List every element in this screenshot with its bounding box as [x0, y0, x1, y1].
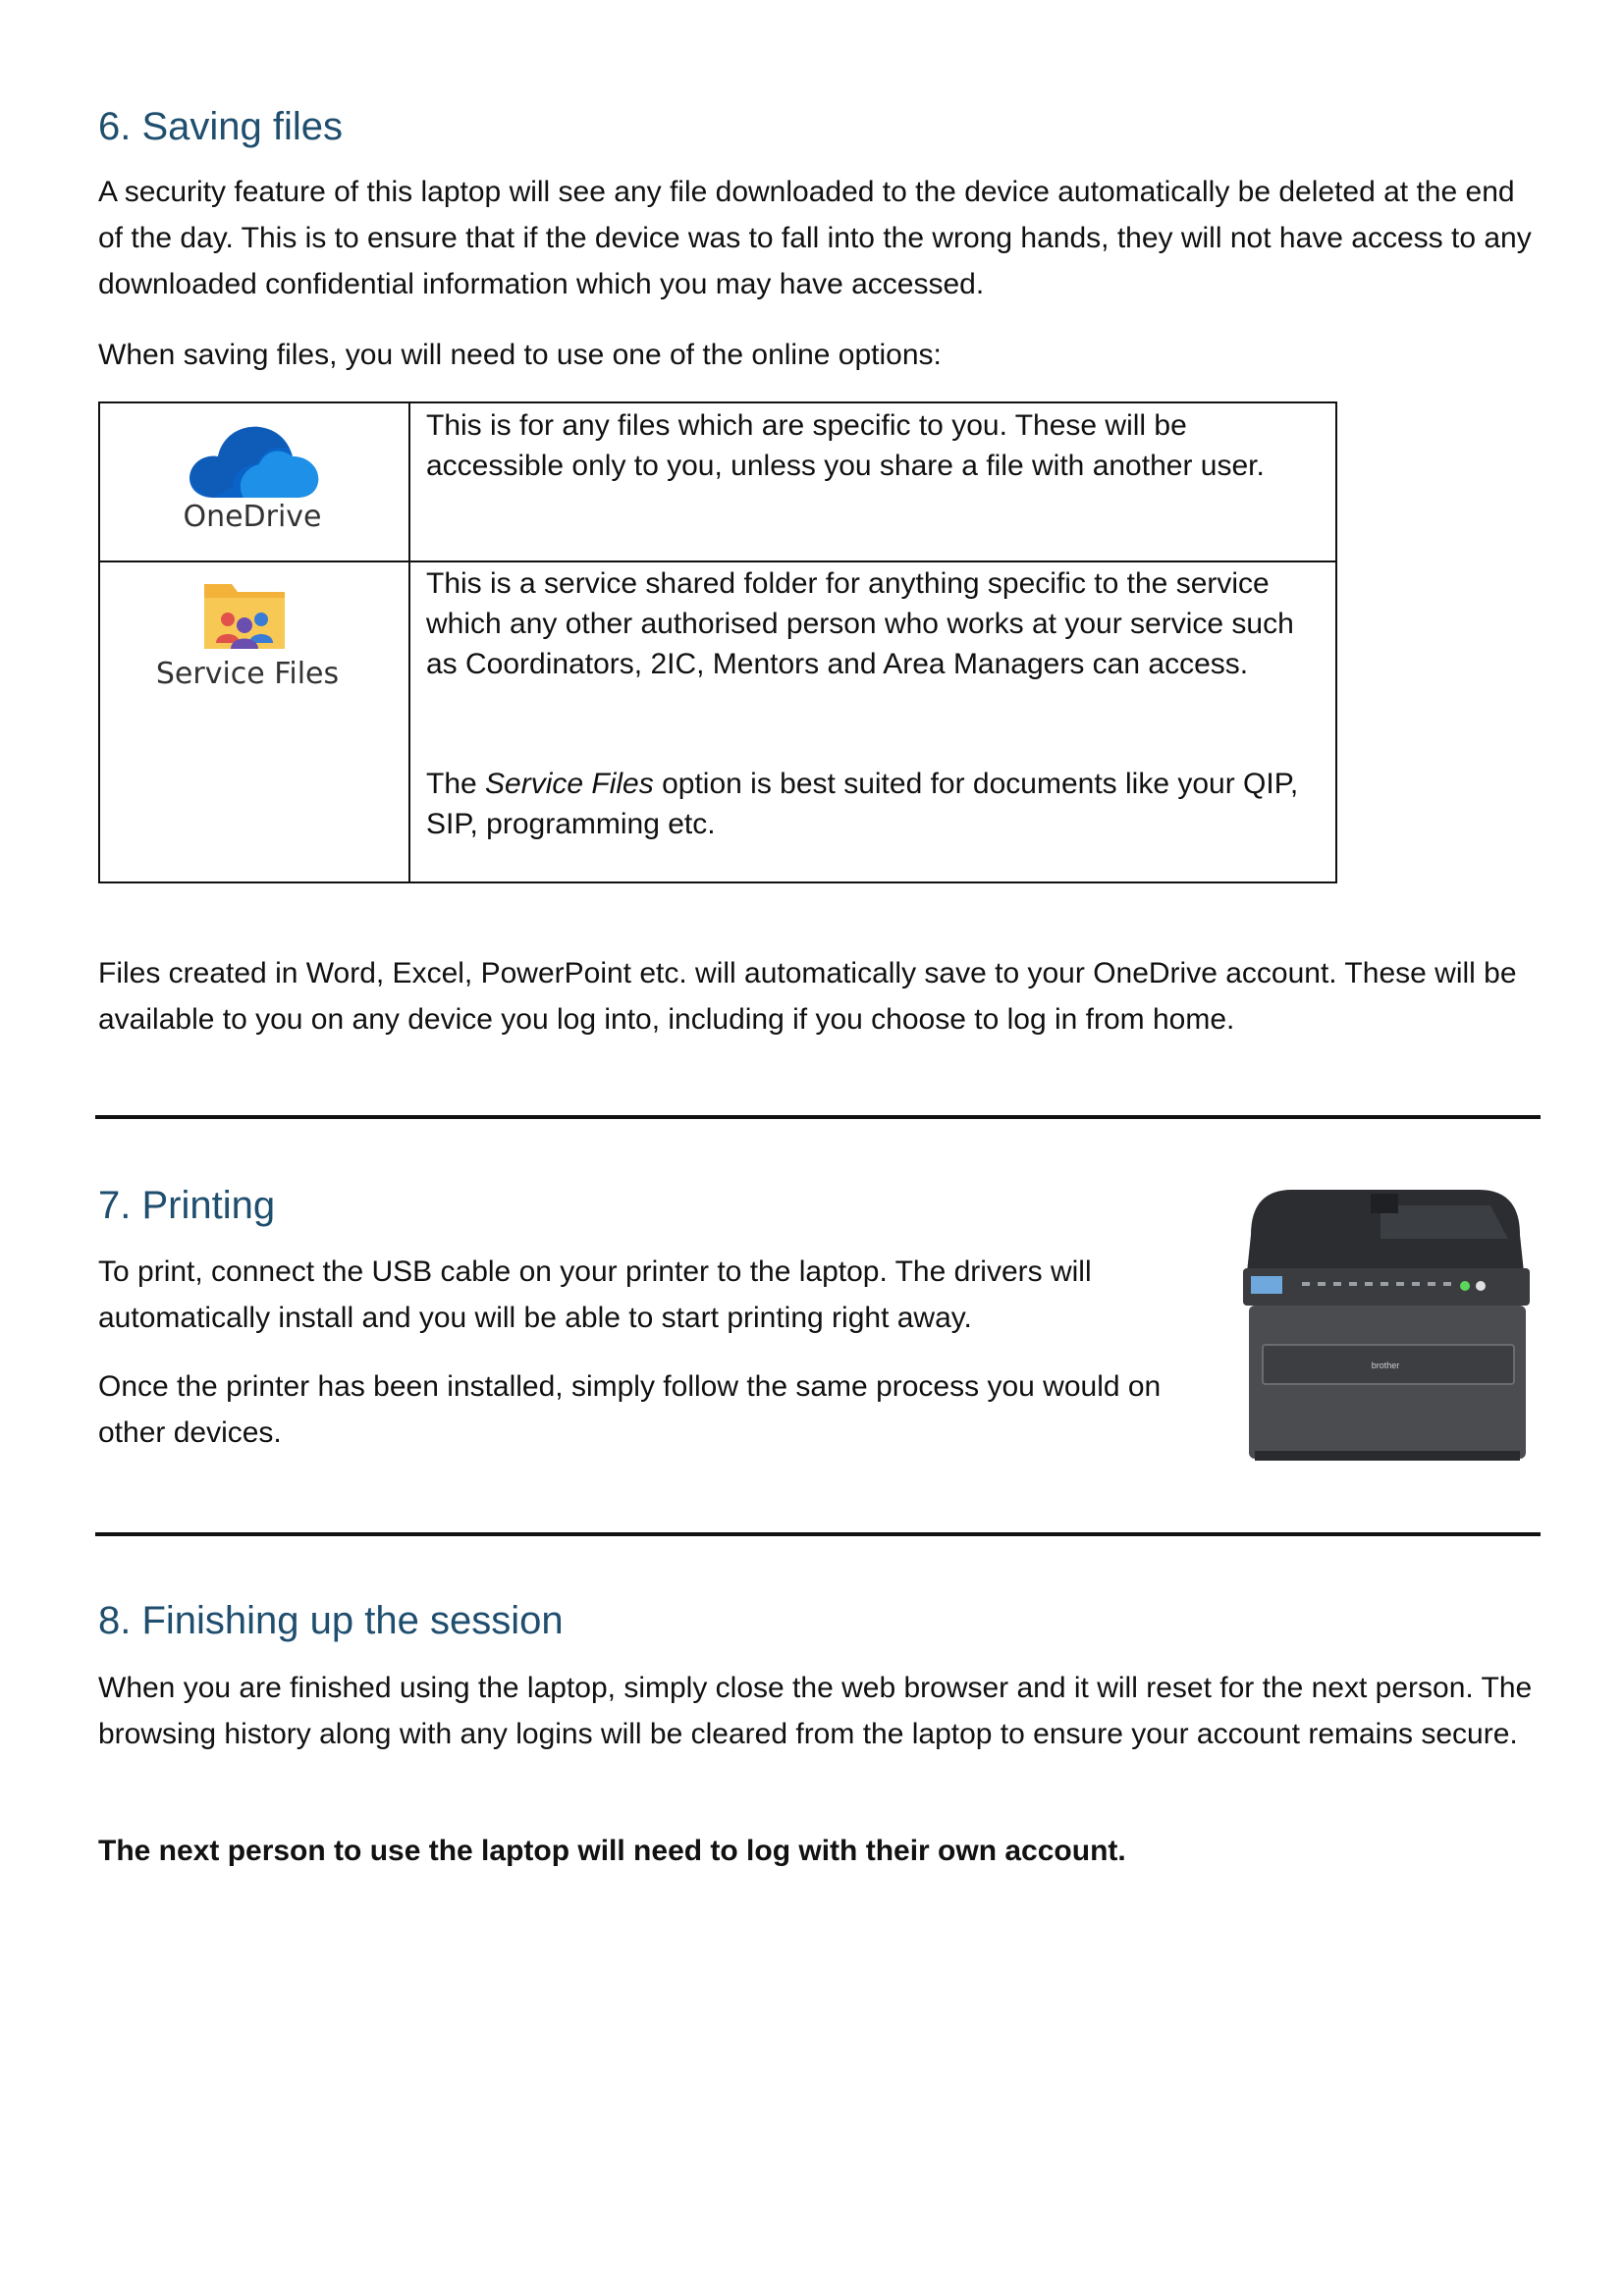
section-8-para-1: When you are finished using the laptop, simply close the web browser and it will reset for the next person. The browsing history along with any logins will be cleared from the laptop to ensure your account remains secure. [98, 1672, 1533, 1750]
section-8-para-2: The next person to use the laptop will need to log with their own account. [98, 1835, 1126, 1867]
onedrive-description: This is for any files which are specific to you. These will be accessible only to you, unless you share a file with another user. [426, 409, 1265, 482]
onedrive-label: OneDrive [183, 500, 322, 534]
section-7-para-1: To print, connect the USB cable on your printer to the laptop. The drivers will automatically install and you will be able to start printing right away. [98, 1255, 1092, 1334]
section-6-para-3: Files created in Word, Excel, PowerPoint etc. will automatically save to your OneDrive account. These will be available to you on any device you log into, including if you choose to log in from home. [98, 957, 1517, 1036]
section-7-heading: 7. Printing [98, 1184, 276, 1227]
table-divider-vertical [408, 403, 410, 881]
onedrive-icon [185, 415, 322, 504]
service-files-label: Service Files [155, 657, 340, 691]
section-6-para-2: When saving files, you will need to use one of the online options: [98, 339, 942, 371]
section-7-para-2: Once the printer has been installed, simply follow the same process you would on other devices. [98, 1370, 1162, 1449]
section-divider-2 [95, 1532, 1541, 1536]
section-6-heading: 6. Saving files [98, 105, 344, 148]
service-files-note-post: option is best suited for documents like your QIP, SIP, programming etc. [426, 768, 1299, 840]
section-8-heading: 8. Finishing up the session [98, 1599, 564, 1642]
service-files-note-pre: The [426, 768, 486, 800]
service-files-folder-icon [202, 574, 287, 651]
printer-image [1233, 1184, 1538, 1465]
service-files-note [426, 764, 1320, 844]
service-files-description: This is a service shared folder for anything specific to the service which any other authorised person who works at your service such as Coordinators, 2IC, Mentors and Area Managers can access. [426, 567, 1294, 680]
storage-options-table [98, 401, 1337, 883]
printer-brand-label: brother [1371, 1361, 1400, 1370]
section-divider-1 [95, 1115, 1541, 1119]
service-files-note-italic: Service Files [485, 768, 654, 800]
table-divider-horizontal [100, 561, 1335, 562]
section-6-para-1: A security feature of this laptop will see any file downloaded to the device automatically be deleted at the end of the day. This is to ensure that if the device was to fall into the wrong hands, they will not have access to any downloaded confidential information which you may have accessed. [98, 176, 1532, 300]
